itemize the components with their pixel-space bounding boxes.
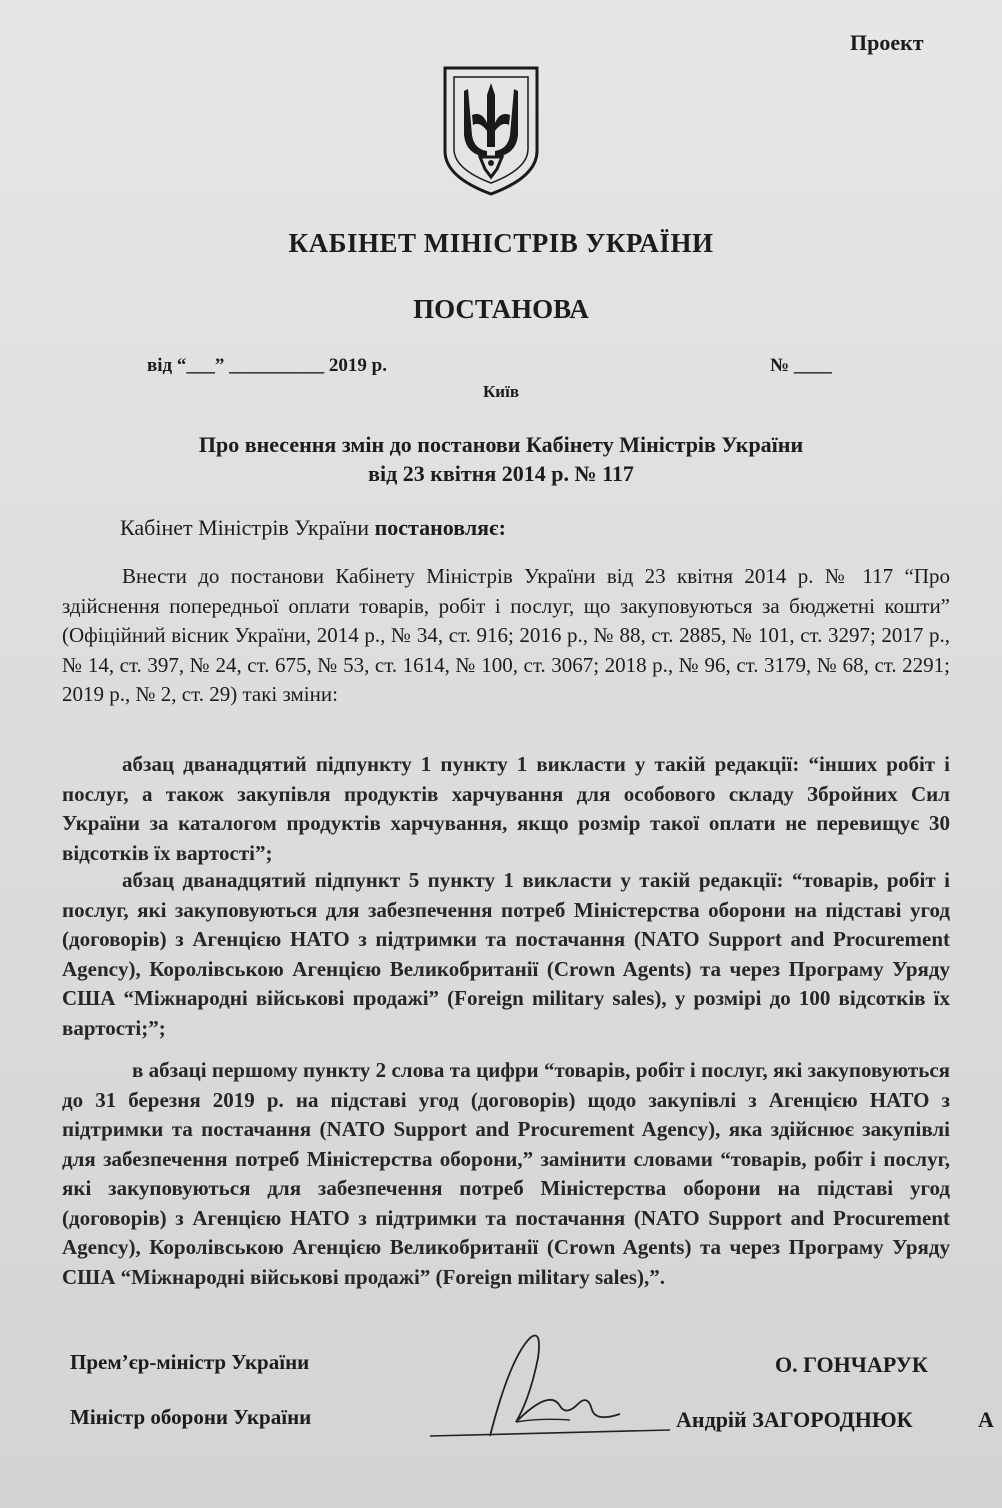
pm-title: Прем’єр-міністр України xyxy=(70,1350,310,1374)
trident-coat-of-arms-icon xyxy=(442,65,540,197)
pm-name: О. ГОНЧАРУК xyxy=(775,1352,928,1377)
body-paragraph: абзац дванадцятий підпункту 1 пункту 1 викласти у такій редакції: “інших робіт і послуг, а також закупівля продуктів харчування для особового складу Збройних Сил України за каталогом продуктів харчування, якщо розмір такої оплати не перевищує 30 відсотків їх вартості”; xyxy=(62,752,950,865)
handwritten-signature xyxy=(420,1318,670,1448)
resolution-verb: постановляє: xyxy=(374,515,506,540)
city-label: Київ xyxy=(482,382,520,401)
body-paragraph: абзац дванадцятий підпункт 5 пункту 1 викласти у такій редакції: “товарів, робіт і послуг, які закуповуються для забезпечення потреб Міністерства оборони на підставі угод (договорів) з Агенцією НАТО з підтримки та постачання (NATO Support and Procurement Agency), Королівською Агенцією Великобританії (Crown Agents) та через Програму Уряду США “Міжнародні військові продажі” (Foreign military sales), у розмірі до 100 відсотків їх вартості;”; xyxy=(62,868,950,1040)
document-type-heading: ПОСТАНОВА xyxy=(413,294,589,324)
defense-minister-title: Міністр оборони України xyxy=(70,1405,312,1429)
document-title-line-1: Про внесення змін до постанови Кабінету Міністрів України xyxy=(198,432,804,457)
body-paragraph: Внести до постанови Кабінету Міністрів України від 23 квітня 2014 р. № 117 “Про здійснення попередньої оплати товарів, робіт і послуг, що закуповуються за бюджетні кошти” (Офіційний вісник України, 2014 р., № 34, ст. 916; 2016 р., № 88, ст. 2885, № 101, ст. 3297; 2017 р., № 14, ст. 397, № 24, ст. 675, № 53, ст. 1614, № 100, ст. 3067; 2018 р., № 96, ст. 3179, № 68, ст. 2291; 2019 р., № 2, ст. 29) такі зміни: xyxy=(62,564,950,706)
body-paragraph: в абзаці першому пункту 2 слова та цифри “товарів, робіт і послуг, які закуповуються до 31 березня 2019 р. на підставі угод (договорів) щодо закупівлі з Агенцією НАТО з підтримки та постачання (NATO Support and Procurement Agency), яка здійснює закупівлі для забезпечення потреб Міністерства оборони,” замінити словами “товарів, робіт і послуг, які закуповуються для забезпечення потреб Міністерства оборони на підставі угод (договорів) з Агенцією НАТО з підтримки та постачання (NATO Support and Procurement Agency), Королівською Агенцією Великобританії (Crown Agents) та через Програму Уряду США “Міжнародні військові продажі” (Foreign military sales),”. xyxy=(62,1058,950,1289)
number-line: № ____ xyxy=(770,355,832,376)
resolution-subject: Кабінет Міністрів України xyxy=(120,515,370,540)
resolution-intro xyxy=(120,515,506,541)
defense-minister-name: Андрій ЗАГОРОДНЮК xyxy=(676,1407,913,1432)
date-line: від “___” __________ 2019 р. xyxy=(147,355,387,376)
cutoff-text: А xyxy=(978,1407,994,1432)
document-title-line-2: від 23 квітня 2014 р. № 117 xyxy=(368,461,634,486)
authority-heading: КАБІНЕТ МІНІСТРІВ УКРАЇНИ xyxy=(288,228,714,258)
draft-mark: Проект xyxy=(850,30,924,55)
